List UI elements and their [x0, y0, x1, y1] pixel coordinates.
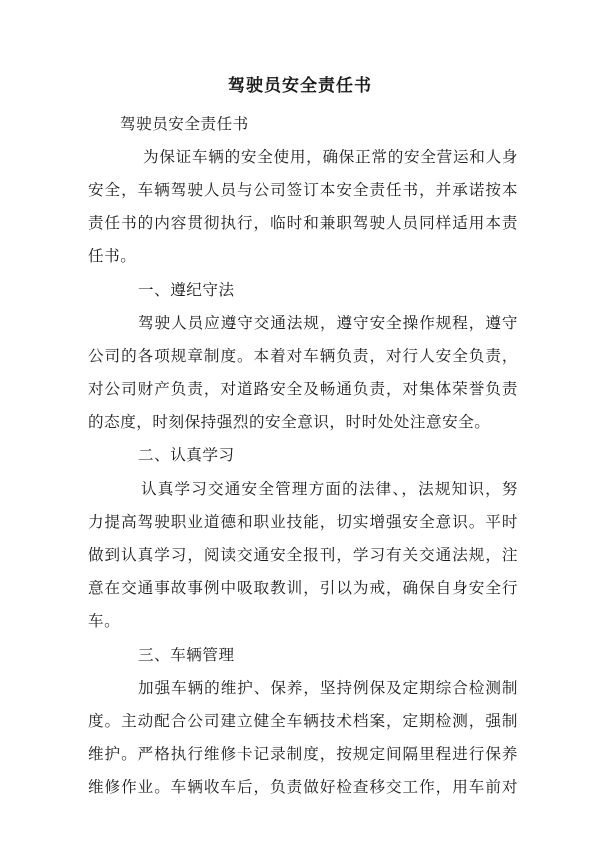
paragraph-line: 认真学习交通安全管理方面的法律、，法规知识，努: [141, 480, 518, 498]
paragraph-line: 维修作业。车辆收车后，负责做好检查移交工作，用车前对: [88, 778, 518, 796]
section-heading: 一、遵纪守法: [138, 281, 235, 299]
paragraph-line: 做到认真学习，阅读交通安全报刊，学习有关交通法规，注: [88, 546, 518, 564]
paragraph-line: 为保证车辆的安全使用，确保正常的安全营运和人身: [143, 148, 518, 166]
paragraph-line: 维护。严格执行维修卡记录制度，按规定间隔里程进行保养: [88, 745, 518, 763]
paragraph-line: 度。主动配合公司建立健全车辆技术档案，定期检测，强制: [88, 712, 518, 730]
paragraph-line: 意在交通事故事例中吸取教训，引以为戒，确保自身安全行: [88, 579, 518, 597]
paragraph-line: 责任书的内容贯彻执行，临时和兼职驾驶人员同样适用本责: [88, 214, 518, 232]
subtitle-line: 驾驶员安全责任书: [120, 115, 249, 133]
document-title: 驾驶员安全责任书: [228, 76, 372, 96]
section-heading: 三、车辆管理: [138, 646, 235, 664]
paragraph-line: 安全，车辆驾驶人员与公司签订本安全责任书，并承诺按本: [88, 181, 518, 199]
paragraph-line: 驾驶人员应遵守交通法规，遵守安全操作规程，遵守: [138, 314, 518, 332]
paragraph-line: 的态度，时刻保持强烈的安全意识，时时处处注意安全。: [88, 413, 491, 431]
paragraph-line: 加强车辆的维护、保养，坚持例保及定期综合检测制: [138, 679, 518, 697]
paragraph-line: 车。: [88, 612, 121, 630]
paragraph-line: 对公司财产负责，对道路安全及畅通负责，对集体荣誉负责: [88, 380, 518, 398]
section-heading: 二、认真学习: [138, 446, 235, 464]
paragraph-line: 任书。: [88, 247, 137, 265]
paragraph-line: 公司的各项规章制度。本着对车辆负责，对行人安全负责，: [88, 347, 518, 365]
paragraph-line: 力提高驾驶职业道德和职业技能，切实增强安全意识。平时: [88, 513, 518, 531]
